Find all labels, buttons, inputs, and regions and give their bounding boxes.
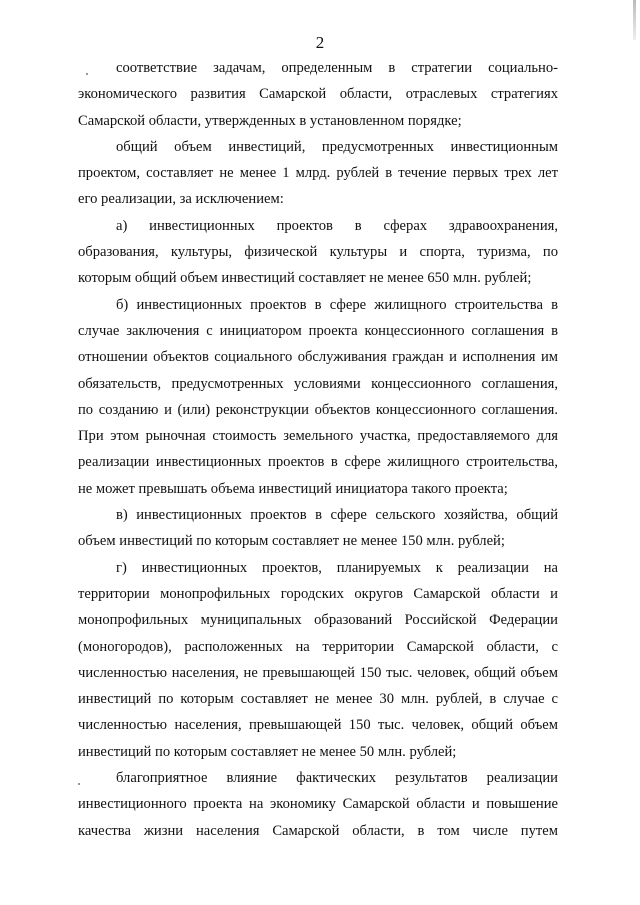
text-line: численностью населения, превышающей 150 тыс. человек, общий объем bbox=[78, 717, 558, 734]
text-line: по созданию и (или) реконструкции объектов концессионного соглашения. bbox=[78, 401, 558, 418]
text-line: При этом рыночная стоимость земельного участка, предоставляемого для bbox=[78, 428, 558, 445]
text-line: не может превышать объема инвестиций инициатора такого проекта; bbox=[78, 480, 508, 497]
text-line: качества жизни населения Самарской области, в том числе путем bbox=[78, 822, 558, 839]
text-line: реализации инвестиционных проектов в сфере жилищного строительства, bbox=[78, 454, 558, 471]
text-line: численностью населения, не превышающей 150 тыс. человек, общий объем bbox=[78, 664, 558, 681]
text-line: Самарской области, утвержденных в установленном порядке; bbox=[78, 112, 462, 129]
text-line: в) инвестиционных проектов в сфере сельского хозяйства, общий bbox=[116, 507, 558, 524]
text-line: отношении объектов социального обслуживания граждан и исполнения им bbox=[78, 349, 558, 366]
text-line: а) инвестиционных проектов в сферах здравоохранения, bbox=[116, 217, 558, 234]
text-line: экономического развития Самарской области, отраслевых стратегиях bbox=[78, 86, 558, 103]
text-line: благоприятное влияние фактических результатов реализации bbox=[116, 770, 558, 787]
page-number: 2 bbox=[315, 33, 325, 52]
text-line: обязательств, предусмотренных условиями концессионного соглашения, bbox=[78, 375, 558, 392]
text-line: инвестиций по которым составляет не менее 50 млн. рублей; bbox=[78, 743, 457, 760]
scan-speck bbox=[78, 783, 80, 785]
scan-speck bbox=[86, 73, 88, 75]
text-line: соответствие задачам, определенным в стратегии социально- bbox=[116, 60, 558, 76]
text-line: общий объем инвестиций, предусмотренных инвестиционным bbox=[116, 138, 558, 155]
text-line: инвестиций по которым составляет не менее 30 млн. рублей, в случае с bbox=[78, 691, 558, 708]
text-line: его реализации, за исключением: bbox=[78, 191, 284, 208]
text-line: территории монопрофильных городских округов Самарской области и bbox=[78, 585, 558, 602]
text-line: которым общий объем инвестиций составляет не менее 650 млн. рублей; bbox=[78, 270, 532, 287]
text-line: монопрофильных муниципальных образований Российской Федерации bbox=[78, 612, 558, 629]
text-line: инвестиционного проекта на экономику Самарской области и повышение bbox=[78, 796, 558, 813]
text-line: г) инвестиционных проектов, планируемых к реализации на bbox=[116, 559, 558, 576]
text-line: объем инвестиций по которым составляет не менее 150 млн. рублей; bbox=[78, 533, 505, 550]
text-line: (моногородов), расположенных на территории Самарской области, с bbox=[78, 638, 558, 655]
text-line: б) инвестиционных проектов в сфере жилищного строительства в bbox=[116, 296, 558, 313]
document-body bbox=[78, 55, 558, 844]
text-line: проектом, составляет не менее 1 млрд. рублей в течение первых трех лет bbox=[78, 165, 558, 182]
text-line: случае заключения с инициатором проекта концессионного соглашения в bbox=[78, 322, 558, 339]
text-line: образования, культуры, физической культуры и спорта, туризма, по bbox=[78, 244, 558, 261]
